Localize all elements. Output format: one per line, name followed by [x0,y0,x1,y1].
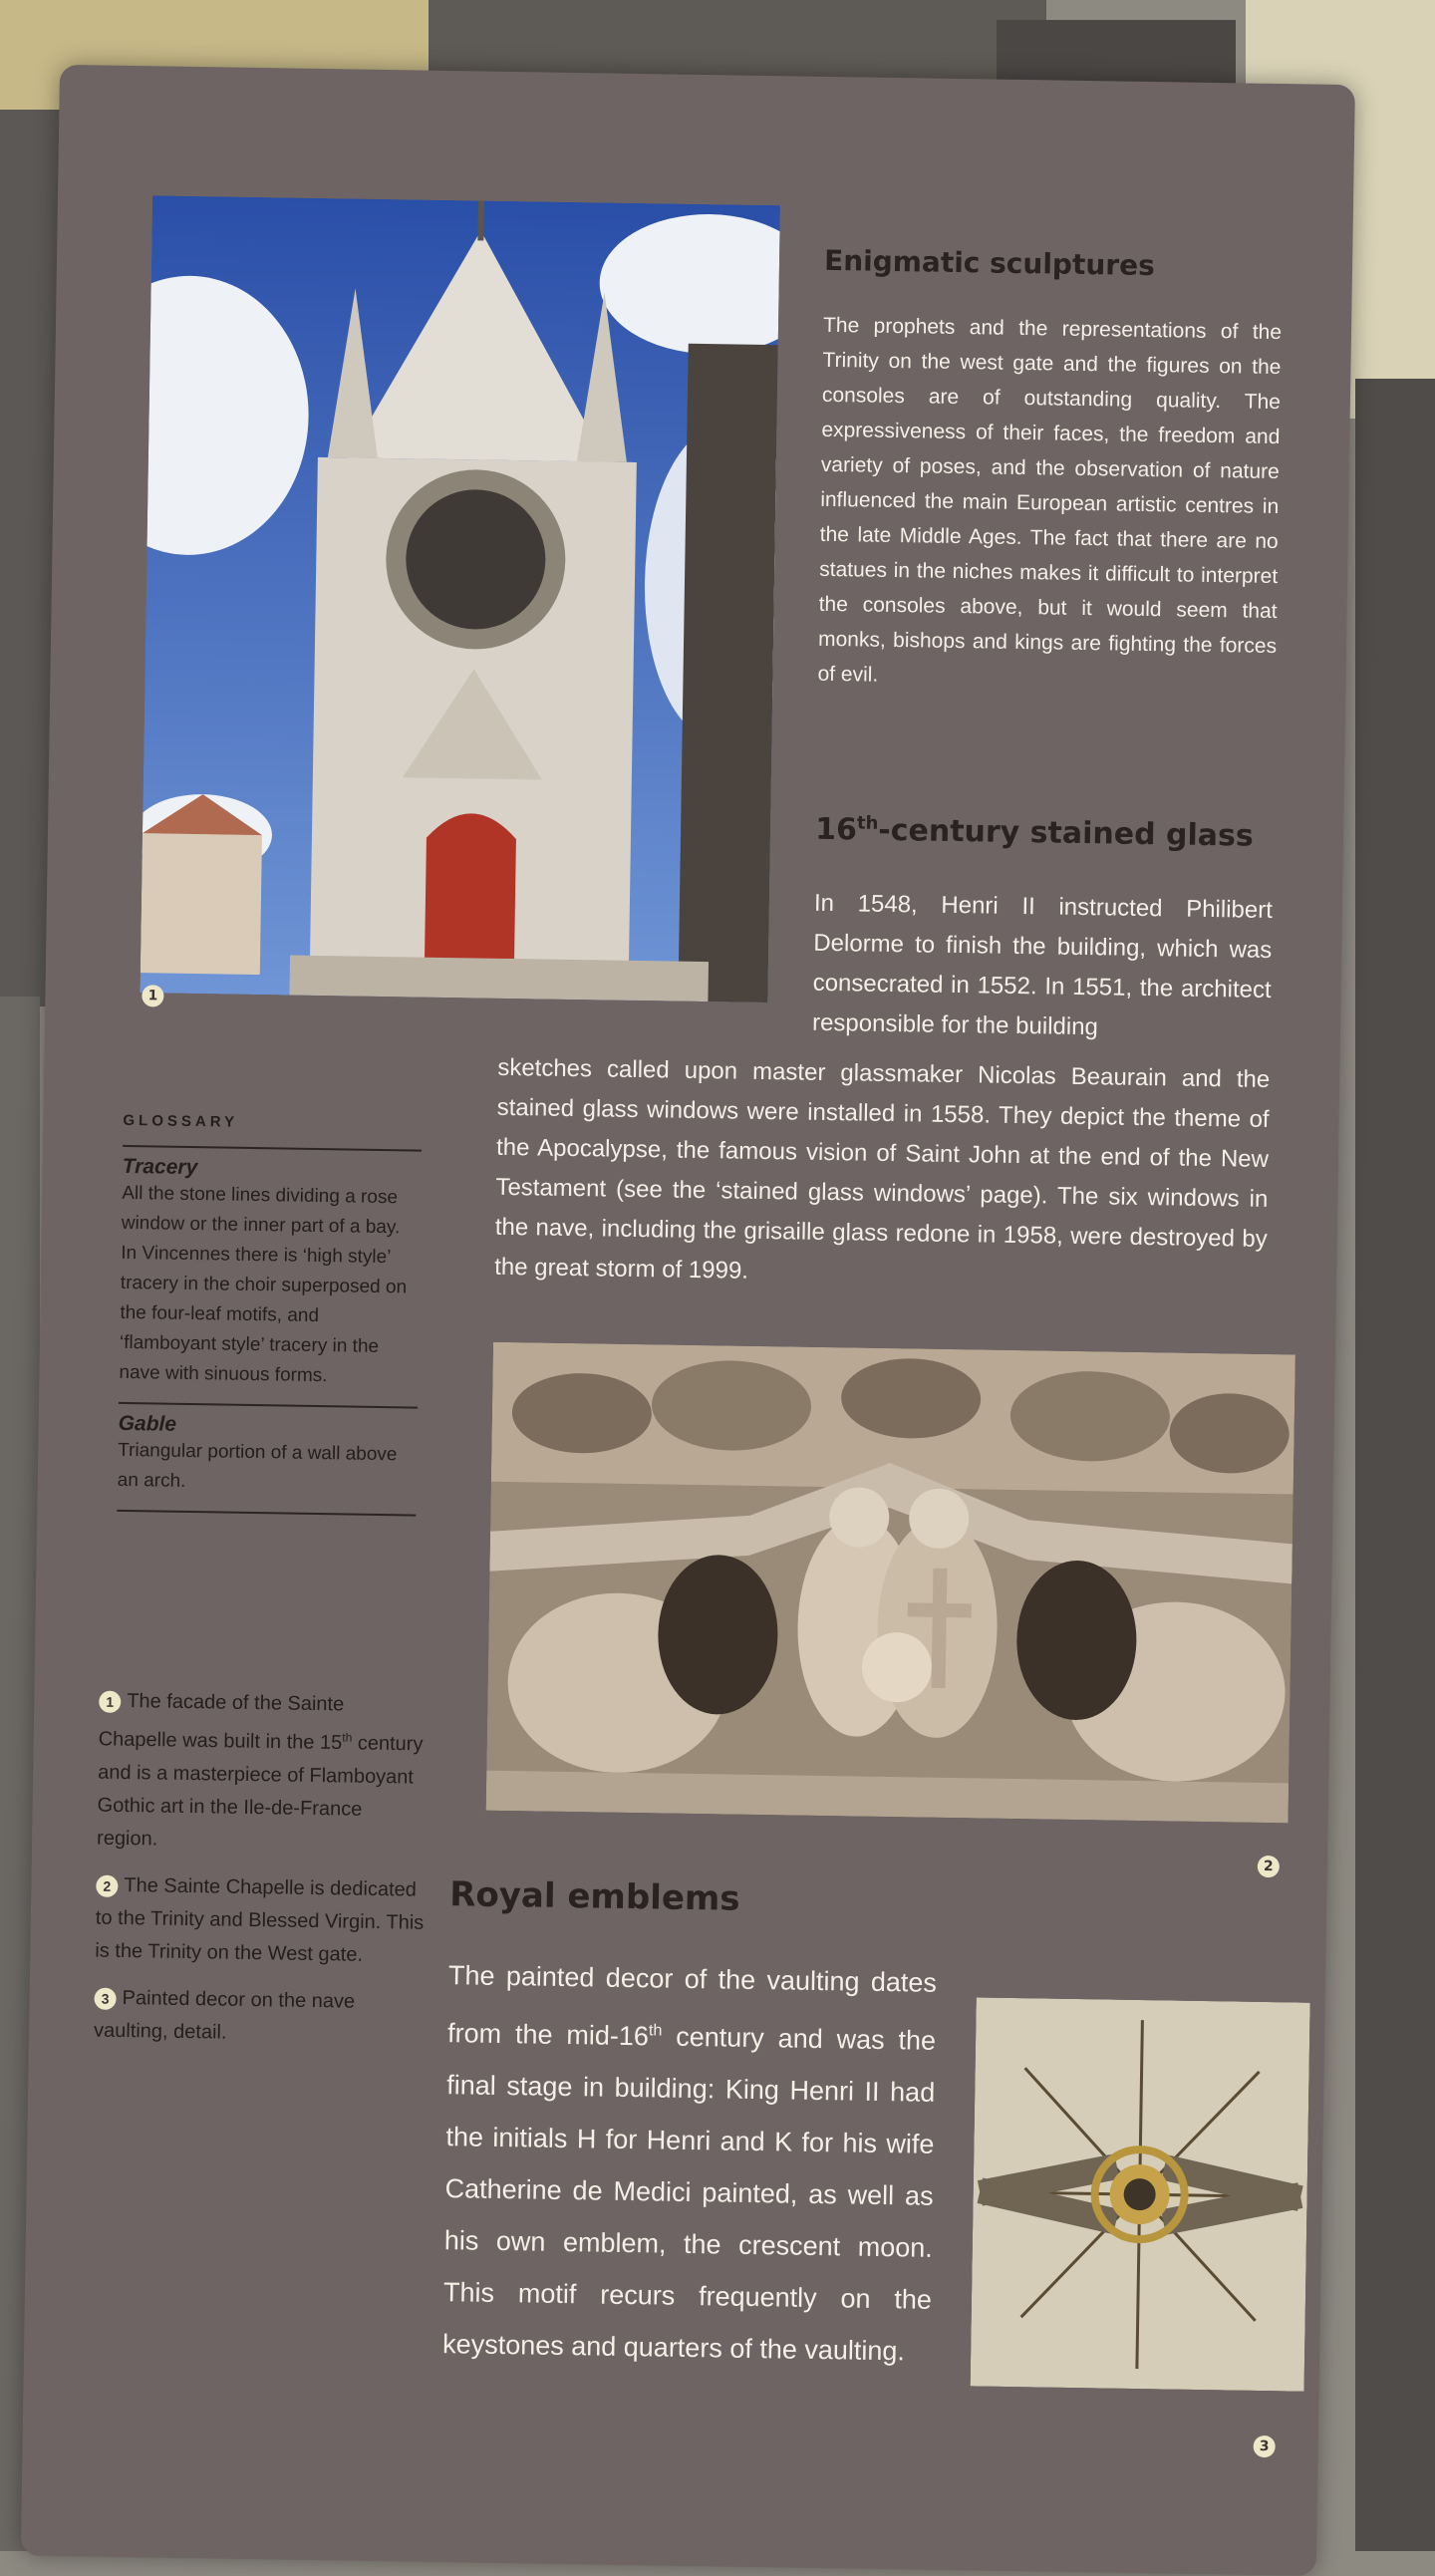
caption-1: 1 The facade of the Sainte Chapelle was built in the 15th century and is a masterpiece of Flamboyant Gothic art in the Ile-de-France region. [96,1690,424,1851]
glossary-divider [119,1402,418,1409]
photo-number-2: 2 [1258,1856,1280,1877]
caption-3: 3 Painted decor on the nave vaulting, detail. [93,1986,356,2044]
caption-2: 2 The Sainte Chapelle is dedicated to the Trinity and Blessed Virgin. This is the Trinity on the West gate. [95,1873,425,1966]
background-leaflet-right [1355,379,1435,2551]
glossary-term-gable: Gable [118,1411,177,1436]
caption-number-3: 3 [94,1987,116,2009]
captions [94,1685,429,2053]
vault-decor-photo [971,1997,1310,2391]
stained-glass-text-part2: sketches called upon master glassmaker Nicolas Beaurain and the stained glass windows were installed in 1558. They depict the theme of the Apocalypse, the famous vision of Saint John at the end of the New Testament (see the ‘stained glass windows’ page). The six windows in the nave, including the grisaille glass redone in 1958, were destroyed by the great storm of 1999. [493,1053,1271,1285]
stained-glass-text-part1: In 1548, Henri II instructed Philibert Delorme to finish the building, which was consecrated in 1552. In 1551, the architect responsible for the building [811,889,1274,1041]
photo-number-1: 1 [142,985,163,1006]
glossary-divider [117,1510,416,1517]
stained-glass-heading: 16th-century stained glass [814,811,1255,854]
info-placard [21,65,1355,2576]
caption-number-2: 2 [96,1874,118,1896]
royal-emblems-text: The painted decor of the vaulting dates from the mid-16th century and was the final stage in building: King Henri II had the initials H for Henri and K for his wife Catherine de Medici painted, as well as his own emblem, the crescent moon. This motif recurs frequently on the keystones and quarters of the vaulting. [441,1960,938,2367]
glossary-divider [123,1145,422,1152]
glossary-title: GLOSSARY [123,1111,239,1131]
facade-photo [140,195,779,1002]
trinity-sculpture-photo [486,1342,1295,1824]
glossary-term-tracery: Tracery [122,1154,198,1180]
glossary-definition-tracery: All the stone lines dividing a rose window or the inner part of a bay. In Vincennes there is ‘high style’ tracery in the choir superposed on the four-leaf motifs, and ‘flamboyant style’ tracery in the nave with sinuous forms. [119,1182,408,1387]
sculptures-text: The prophets and the representations of the Trinity on the west gate and the figures on the consoles are of outstanding quality. The expressiveness of their faces, the freedom and variety of poses, and the observation of nature influenced the main European artistic centres in the late Middle Ages. The fact that there are no statues in the niches makes it difficult to interpret the consoles above, but it would seem that monks, bishops and kings are fighting the forces of evil. [817,313,1283,687]
royal-emblems-heading: Royal emblems [448,1874,740,1919]
glossary [117,1112,422,1517]
sculptures-heading: Enigmatic sculptures [823,243,1156,283]
glossary-definition-gable: Triangular portion of a wall above an arch. [117,1439,398,1492]
caption-number-1: 1 [99,1691,121,1713]
photo-number-3: 3 [1254,2435,1276,2457]
